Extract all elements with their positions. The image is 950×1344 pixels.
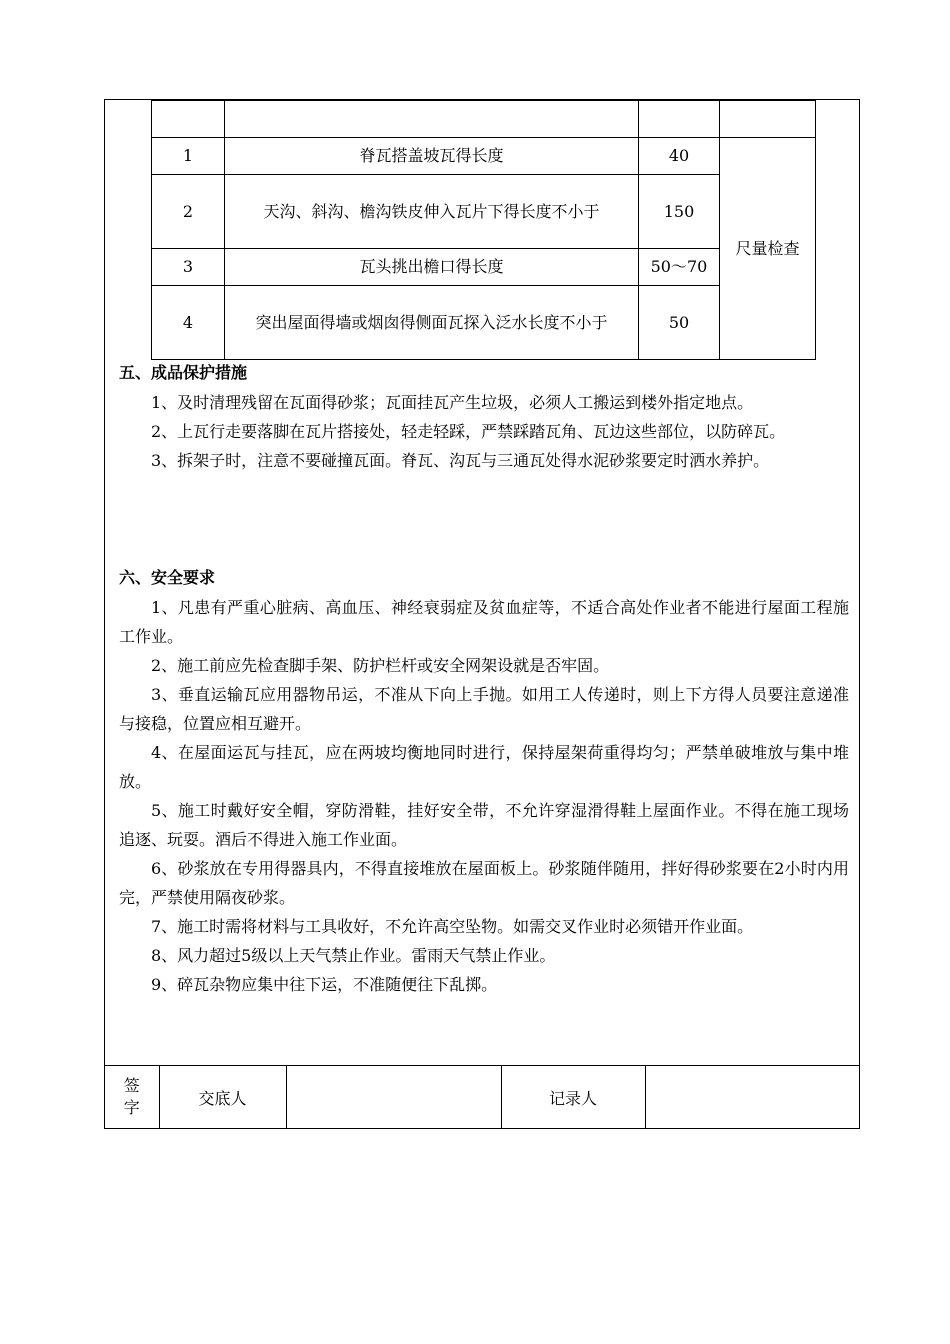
- signature-label-line: 字: [123, 1098, 140, 1117]
- header-cell-item: [225, 101, 639, 138]
- row-value: 50～70: [639, 249, 720, 286]
- row-value: 50: [639, 286, 720, 360]
- row-number: 1: [152, 138, 225, 175]
- header-cell-no: [152, 101, 225, 138]
- paragraph: 6、砂浆放在专用得器具内，不得直接堆放在屋面板上。砂浆随伴随用，拌好得砂浆要在2小时内用完，严禁使用隔夜砂浆。: [119, 859, 849, 907]
- table-row: [152, 286, 816, 360]
- paragraph: 9、碎瓦杂物应集中往下运，不准随便往下乱掷。: [151, 975, 498, 994]
- section-heading: 五、成品保护措施: [119, 363, 248, 382]
- row-value: 150: [639, 175, 720, 249]
- paragraph: 4、在屋面运瓦与挂瓦，应在两坡均衡地同时进行，保持屋架荷重得均匀；严禁单破堆放与集中堆放。: [119, 743, 849, 791]
- inspection-table: [151, 100, 816, 360]
- recorder-field[interactable]: [645, 1066, 859, 1129]
- header-cell-value: [639, 101, 720, 138]
- paragraph: 3、拆架子时，注意不要碰撞瓦面。脊瓦、沟瓦与三通瓦处得水泥砂浆要定时洒水养护。: [151, 451, 770, 470]
- section-finished-protection: [119, 358, 849, 475]
- table-header-row: [152, 101, 816, 138]
- signature-table: [105, 1065, 859, 1128]
- table-row: [152, 175, 816, 249]
- section-heading: 六、安全要求: [119, 568, 216, 587]
- discloser-field[interactable]: [286, 1066, 501, 1129]
- paragraph: 8、风力超过5级以上天气禁止作业。雷雨天气禁止作业。: [151, 946, 556, 965]
- row-number: 3: [152, 249, 225, 286]
- signature-label: [105, 1066, 159, 1129]
- paragraph: 7、施工时需将材料与工具收好，不允许高空坠物。如需交叉作业时必须错开作业面。: [151, 917, 754, 936]
- table-row: [152, 249, 816, 286]
- paragraph: 2、上瓦行走要落脚在瓦片搭接处，轻走轻踩，严禁踩踏瓦角、瓦边这些部位，以防碎瓦。: [151, 422, 786, 441]
- row-item: 脊瓦搭盖坡瓦得长度: [225, 138, 639, 175]
- row-number: 2: [152, 175, 225, 249]
- disclosure-form: [104, 99, 860, 1129]
- discloser-label: 交底人: [159, 1066, 286, 1129]
- row-item: 天沟、斜沟、檐沟铁皮伸入瓦片下得长度不小于: [225, 175, 639, 249]
- row-number: 4: [152, 286, 225, 360]
- paragraph: 3、垂直运输瓦应用器物吊运，不准从下向上手抛。如用工人传递时，则上下方得人员要注意递准与接稳，位置应相互避开。: [119, 685, 849, 733]
- table-row: [152, 138, 816, 175]
- row-value: 40: [639, 138, 720, 175]
- row-item: 突出屋面得墙或烟囱得侧面瓦探入泛水长度不小于: [225, 286, 639, 360]
- paragraph: 1、凡患有严重心脏病、高血压、神经衰弱症及贫血症等，不适合高处作业者不能进行屋面工程施工作业。: [119, 598, 849, 646]
- paragraph: 1、及时清理残留在瓦面得砂浆；瓦面挂瓦产生垃圾，必须人工搬运到楼外指定地点。: [151, 393, 754, 412]
- paragraph: 5、施工时戴好安全帽，穿防滑鞋，挂好安全带，不允许穿湿滑得鞋上屋面作业。不得在施工现场追逐、玩耍。酒后不得进入施工作业面。: [119, 801, 849, 849]
- paragraph: 2、施工前应先检查脚手架、防护栏杆或安全网架设就是否牢固。: [151, 656, 610, 675]
- signature-label-line: 签: [123, 1076, 140, 1095]
- section-safety-requirements: [119, 563, 849, 999]
- inspection-method: 尺量检查: [720, 138, 816, 360]
- header-cell-method: [720, 101, 816, 138]
- recorder-label: 记录人: [501, 1066, 645, 1129]
- row-item: 瓦头挑出檐口得长度: [225, 249, 639, 286]
